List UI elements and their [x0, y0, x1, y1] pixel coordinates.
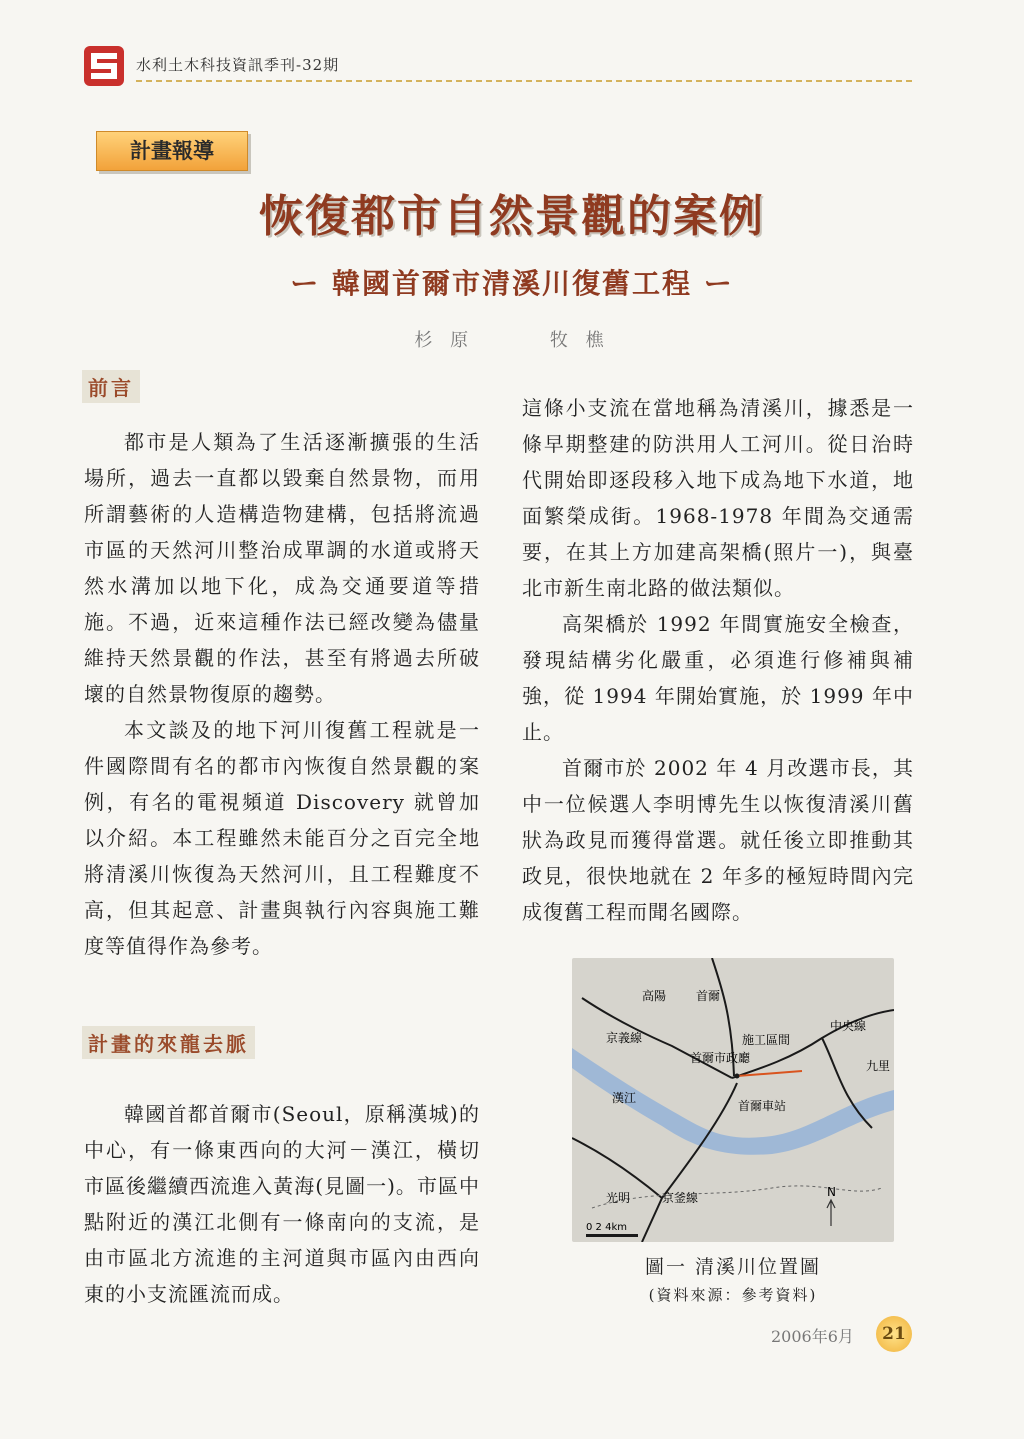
left-column-intro — [84, 424, 480, 964]
figure-source: (資料來源：參考資料) — [648, 1286, 818, 1304]
right-paragraph-2: 高架橋於 1992 年間實施安全檢查，發現結構劣化嚴重，必須進行修補與補強，從 1994 年開始實施，於 1999 年中止。 — [522, 612, 914, 744]
article-subtitle: ー 韓國首爾市清溪川復舊工程 ー — [290, 267, 734, 300]
journal-name: 水利土木科技資訊季刊-32期 — [136, 56, 340, 74]
article-title: 恢復都市自然景觀的案例 — [259, 191, 765, 242]
north-arrow-label: N — [827, 1185, 836, 1199]
map-label-gyeongui: 京義線 — [606, 1031, 643, 1045]
authors — [0, 326, 1024, 352]
heading-intro: 前言 — [82, 370, 140, 403]
map-label-station: 首爾車站 — [738, 1099, 787, 1113]
map-label-cityhall: 首爾市政廳 — [690, 1051, 751, 1065]
map-label-works: 施工區間 — [742, 1033, 791, 1047]
heading-origin: 計畫的來龍去脈 — [82, 1026, 255, 1059]
intro-paragraph-2: 本文談及的地下河川復舊工程就是一件國際間有名的都市內恢復自然景觀的案例，有名的電視頻道 Discovery 就曾加以介紹。本工程雖然未能百分之百完全地將清溪川恢復為天然河川，且工程難度不高，但其起意、計畫與執行內容與施工難度等值得作為參考。 — [84, 718, 480, 958]
rail-line-west — [572, 1138, 662, 1198]
intro-paragraph-1: 都市是人類為了生活逐漸擴張的生活場所，過去一直都以毀棄自然景物，而用所謂藝術的人造構造物建構，包括將流過市區的天然河川整治成單調的水道或將天然水溝加以地下化，成為交通要道等措施。不過，近來這種作法已經改變為儘量維持天然景觀的作法，甚至有將過去所破壞的自然景物復原的趨勢。 — [84, 430, 480, 706]
boundary-line — [592, 1186, 882, 1208]
page-number: 21 — [876, 1316, 912, 1352]
map-label-goyang: 高陽 — [642, 989, 667, 1003]
map-label-gwangmyeong: 光明 — [606, 1191, 631, 1205]
map-scale-bar — [586, 1234, 638, 1237]
origin-paragraph-1: 韓國首都首爾市(Seoul，原稱漢城)的中心，有一條東西向的大河－漢江，橫切市區後繼續西流進入黃海(見圖一)。市區中點附近的漢江北側有一條南向的支流，是由市區北方流進的主河道與市區內由西向東的小支流匯流而成。 — [84, 1102, 480, 1306]
right-paragraph-1: 這條小支流在當地稱為清溪川，據悉是一條早期整建的防洪用人工河川。從日治時代開始即逐段移入地下成為地下水道，地面繁榮成街。1968-1978 年間為交通需要，在其上方加建高架橋(照片一)，與臺北市新生南北路的做法類似。 — [522, 396, 914, 600]
city-hall-marker — [735, 1074, 740, 1079]
journal-logo-icon — [82, 44, 126, 88]
footer-date: 2006年6月 — [771, 1327, 854, 1346]
location-map — [572, 958, 894, 1242]
right-column — [522, 390, 914, 930]
page-header — [82, 44, 912, 94]
north-arrow-icon — [827, 1200, 835, 1226]
right-paragraph-3: 首爾市於 2002 年 4 月改選市長，其中一位候選人李明博先生以恢復清溪川舊狀為政見而獲得當選。就任後立即推動其政見，很快地就在 2 年多的極短時間內完成復舊工程而聞名國際。 — [522, 756, 914, 924]
map-scale-label: 0 2 4km — [586, 1222, 627, 1233]
author-1: 杉 原 — [414, 330, 475, 351]
left-column-origin — [84, 1096, 480, 1312]
header-divider — [136, 80, 912, 82]
section-tag: 計畫報導 — [96, 131, 248, 171]
rail-line-gyeongui — [582, 998, 732, 1078]
author-2: 牧 樵 — [549, 330, 610, 351]
map-label-hangang: 漢江 — [612, 1091, 637, 1105]
map-label-gyeongbu: 京釜線 — [662, 1191, 699, 1205]
figure-caption: 圖一 清溪川位置圖 — [644, 1256, 822, 1278]
map-label-seoul: 首爾 — [696, 989, 721, 1003]
map-label-guri: 九里 — [866, 1059, 891, 1073]
map-label-jungang: 中央線 — [830, 1019, 867, 1033]
